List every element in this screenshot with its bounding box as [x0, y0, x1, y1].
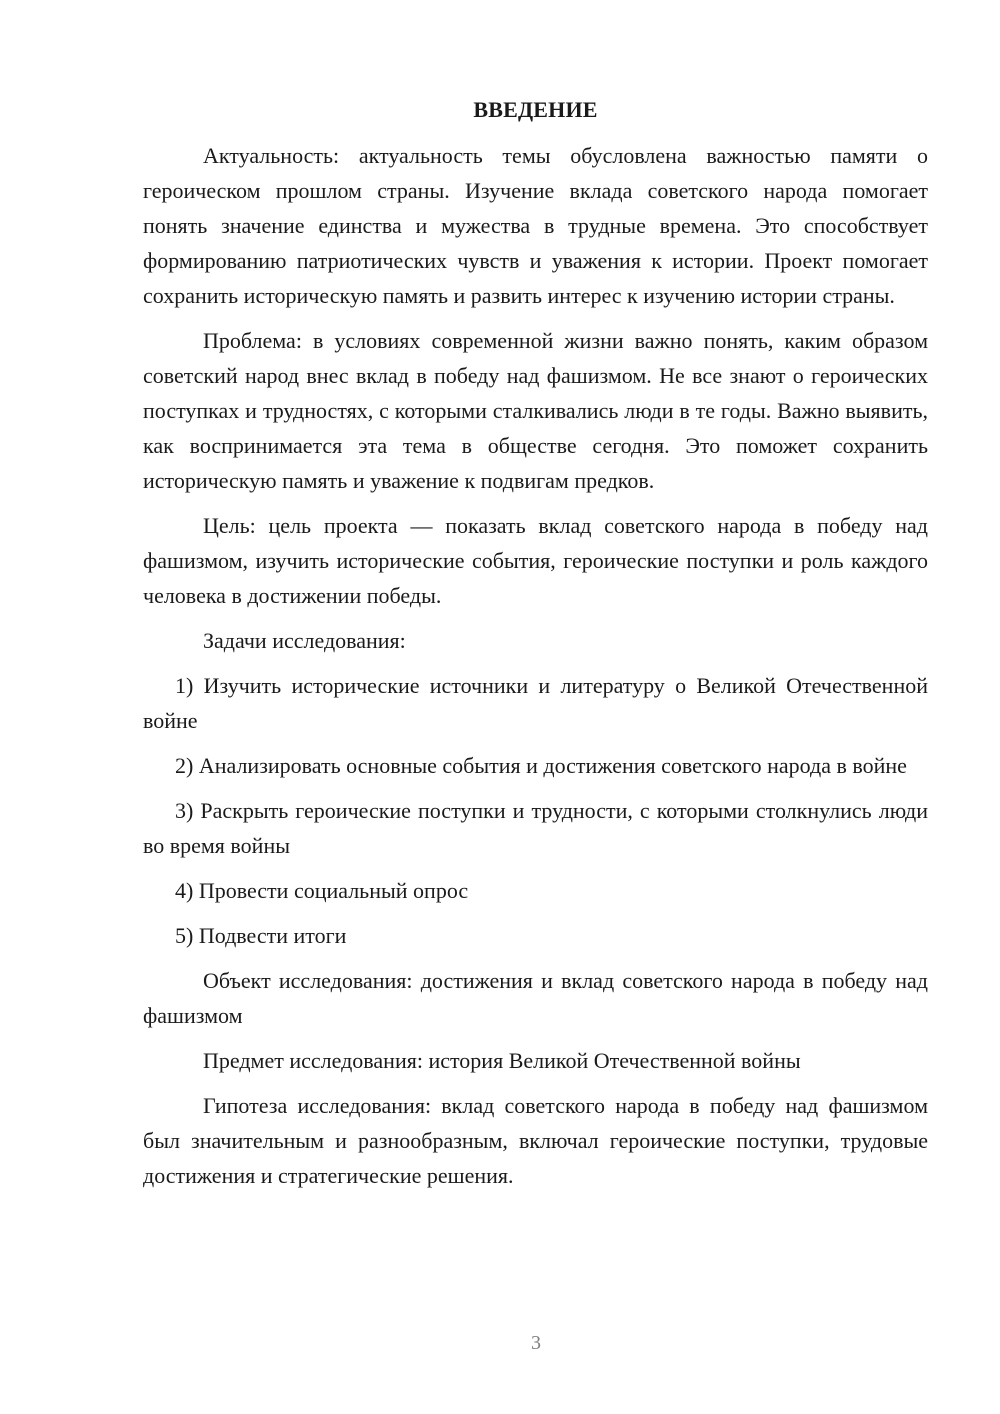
problem-paragraph: Проблема: в условиях современной жизни важно понять, каким образом советский народ внес вклад в победу над фашизмом. Не все знают о героических поступках и трудностях, с которыми сталкивались люди в те годы. Важно выявить, как воспринимается эта тема в обществе сегодня. Это поможет сохранить историческую память и уважение к подвигам предков. — [143, 328, 928, 493]
document-page — [143, 92, 928, 1193]
task-item-4: 4) Провести социальный опрос — [175, 878, 469, 903]
object-paragraph: Объект исследования: достижения и вклад советского народа в победу над фашизмом — [143, 968, 928, 1028]
task-item-3: 3) Раскрыть героические поступки и трудности, с которыми столкнулись люди во время войны — [143, 798, 928, 858]
relevance-paragraph: Актуальность: актуальность темы обусловлена важностью памяти о героическом прошлом страны. Изучение вклада советского народа помогает понять значение единства и мужества в трудные времена. Это способствует формированию патриотических чувств и уважения к истории. Проект помогает сохранить историческую память и развить интерес к изучению истории страны. — [143, 143, 928, 308]
tasks-heading: Задачи исследования: — [203, 628, 406, 653]
section-title: ВВЕДЕНИЕ — [473, 97, 598, 122]
goal-paragraph: Цель: цель проекта — показать вклад советского народа в победу над фашизмом, изучить исторические события, героические поступки и роль каждого человека в достижении победы. — [143, 513, 928, 608]
subject-paragraph: Предмет исследования: история Великой Отечественной войны — [203, 1048, 801, 1073]
task-item-1: 1) Изучить исторические источники и литературу о Великой Отечественной войне — [143, 673, 928, 733]
task-item-2: 2) Анализировать основные события и достижения советского народа в войне — [175, 753, 907, 778]
page-number: 3 — [531, 1332, 541, 1354]
task-item-5: 5) Подвести итоги — [175, 923, 347, 948]
hypothesis-paragraph: Гипотеза исследования: вклад советского народа в победу над фашизмом был значительным и разнообразным, включал героические поступки, трудовые достижения и стратегические решения. — [143, 1093, 928, 1188]
